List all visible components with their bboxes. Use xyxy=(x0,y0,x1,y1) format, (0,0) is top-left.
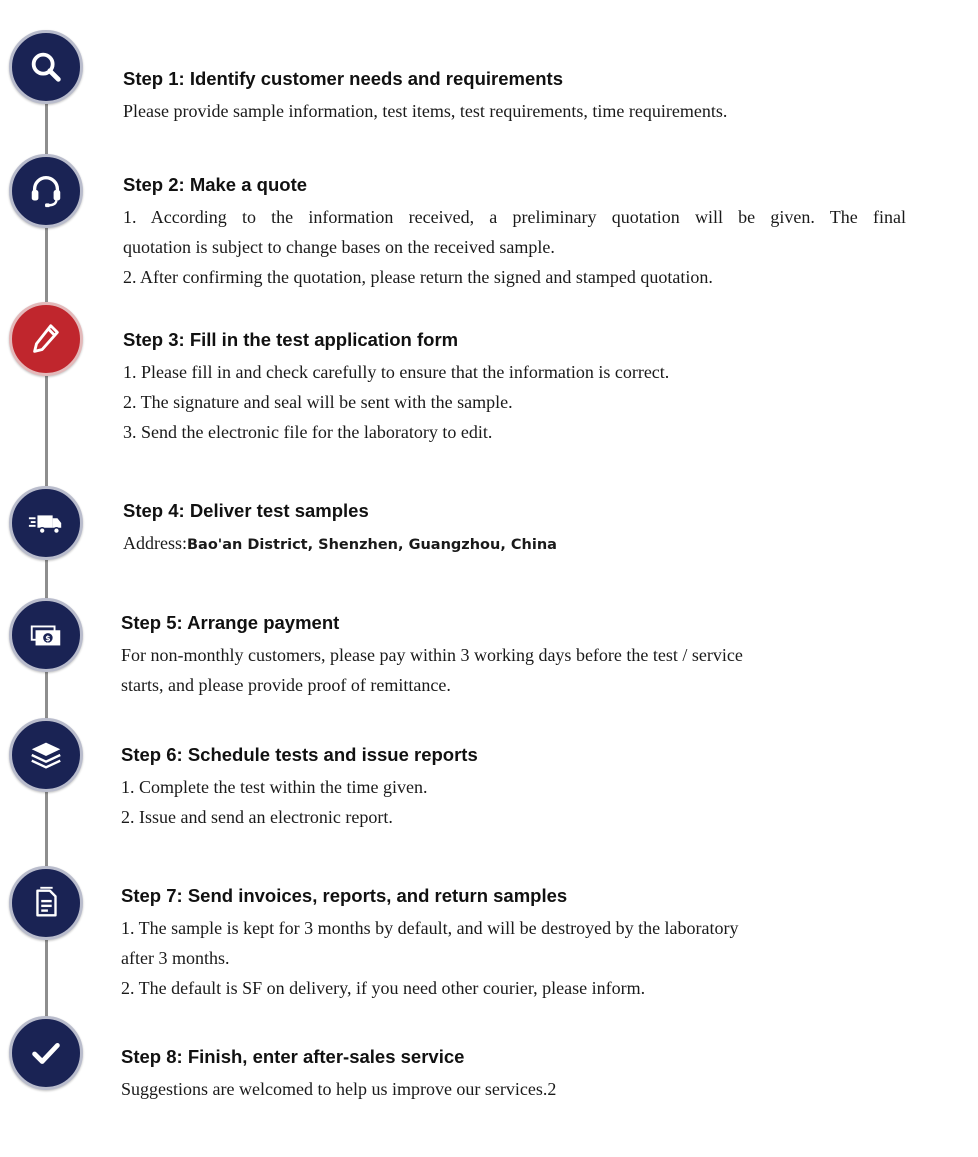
delivery-truck-icon xyxy=(27,504,65,542)
step-6 xyxy=(121,743,921,832)
connector-line xyxy=(45,228,48,302)
connector-line xyxy=(45,672,48,722)
headset-icon xyxy=(27,172,65,210)
step-2 xyxy=(123,173,906,292)
step-text: after 3 months. xyxy=(121,948,230,968)
step-text: 2. Issue and send an electronic report. xyxy=(121,807,393,827)
step-3-circle xyxy=(9,302,83,376)
step-text: 3. Send the electronic file for the laboratory to edit. xyxy=(123,422,493,442)
address-line xyxy=(123,528,923,560)
step-text: 2. After confirming the quotation, please return the signed and stamped quotation. xyxy=(123,267,713,287)
step-7 xyxy=(121,884,921,1003)
step-8-circle xyxy=(9,1016,83,1090)
step-title: Step 2: Make a quote xyxy=(123,174,308,195)
step-text: 1. Please fill in and check carefully to ensure that the information is correct. xyxy=(123,362,670,382)
connector-line xyxy=(45,104,48,154)
checkmark-icon xyxy=(27,1034,65,1072)
step-text: starts, and please provide proof of remittance. xyxy=(121,675,451,695)
address-value: Bao'an District, Shenzhen, Guangzhou, China xyxy=(187,537,557,553)
step-8 xyxy=(121,1045,921,1104)
step-6-circle xyxy=(9,718,83,792)
step-5-circle xyxy=(9,598,83,672)
svg-text:$: $ xyxy=(45,634,51,644)
step-title: Step 5: Arrange payment xyxy=(121,612,340,633)
step-text: 1. Complete the test within the time given. xyxy=(121,777,428,797)
step-title: Step 8: Finish, enter after-sales service xyxy=(121,1046,465,1067)
step-title: Step 3: Fill in the test application form xyxy=(123,329,459,350)
magnifier-icon xyxy=(27,48,65,86)
connector-line xyxy=(45,792,48,868)
step-1-circle xyxy=(9,30,83,104)
step-text: For non-monthly customers, please pay within 3 working days before the test / service xyxy=(121,645,743,665)
connector-line xyxy=(45,940,48,1018)
step-2-circle xyxy=(9,154,83,228)
step-title: Step 4: Deliver test samples xyxy=(123,500,369,521)
step-4-circle xyxy=(9,486,83,560)
step-4 xyxy=(123,499,923,560)
address-label: Address: xyxy=(123,533,187,553)
step-3 xyxy=(123,328,923,447)
cash-icon xyxy=(27,616,65,654)
step-text: Suggestions are welcomed to help us improve our services.2 xyxy=(121,1079,557,1099)
step-title: Step 6: Schedule tests and issue reports xyxy=(121,744,478,765)
connector-line xyxy=(45,560,48,600)
step-title: Step 7: Send invoices, reports, and return samples xyxy=(121,885,568,906)
layers-icon xyxy=(27,736,65,774)
step-title: Step 1: Identify customer needs and requirements xyxy=(123,68,563,89)
step-text: 2. The default is SF on delivery, if you need other courier, please inform. xyxy=(121,978,646,998)
step-text: 2. The signature and seal will be sent with the sample. xyxy=(123,392,513,412)
connector-line xyxy=(45,376,48,486)
step-text: 1. The sample is kept for 3 months by default, and will be destroyed by the laboratory xyxy=(121,918,739,938)
document-icon xyxy=(27,884,65,922)
step-1 xyxy=(123,67,923,126)
step-text: quotation is subject to change bases on the received sample. xyxy=(123,237,555,257)
step-text: Please provide sample information, test items, test requirements, time requirements. xyxy=(123,101,728,121)
step-7-circle xyxy=(9,866,83,940)
step-5 xyxy=(121,611,921,700)
pencil-icon xyxy=(27,320,65,358)
step-text: 1. According to the information received, a preliminary quotation will be given. The final xyxy=(123,207,906,227)
